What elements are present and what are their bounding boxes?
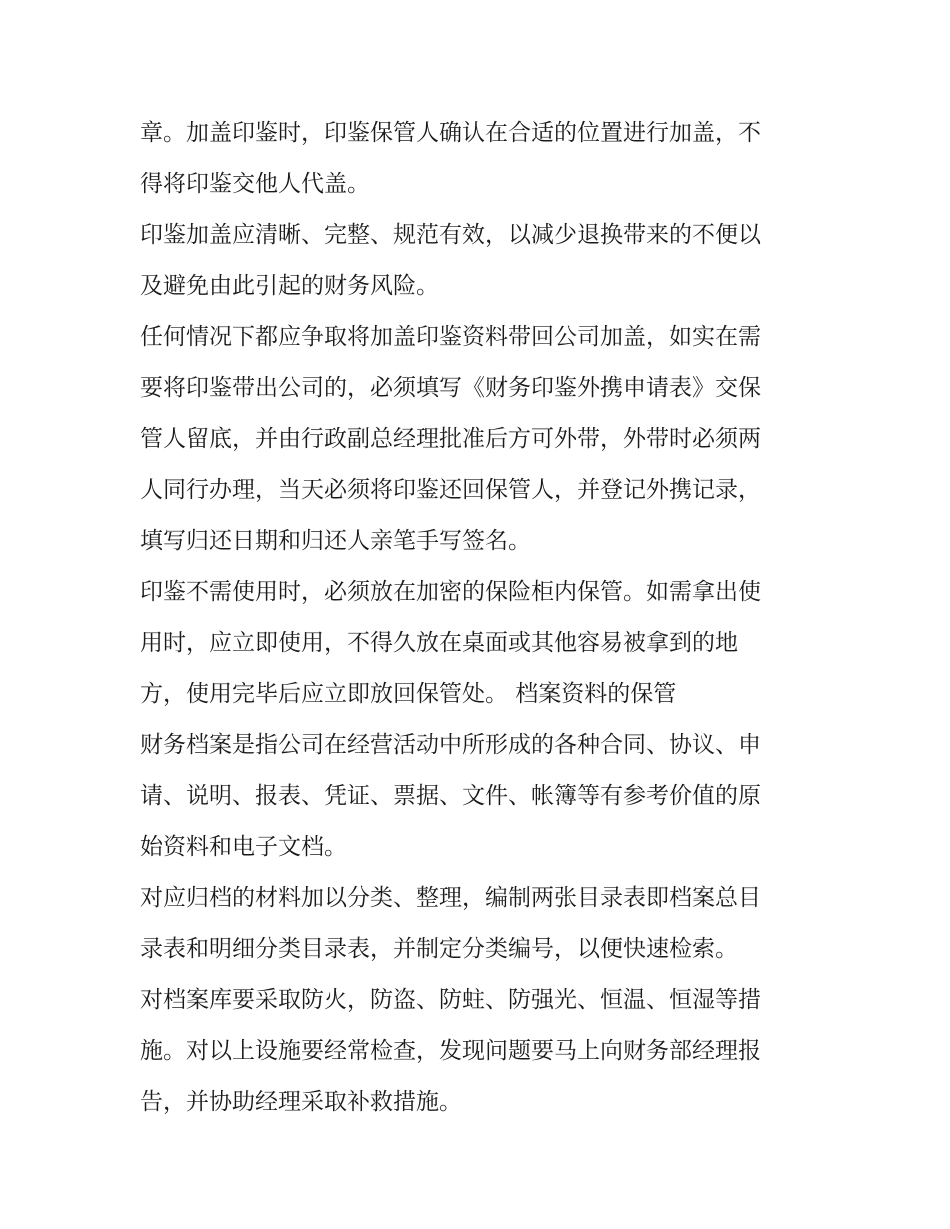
text-line: 始资料和电子文档。 (140, 834, 347, 860)
text-line: 方，使用完毕后应立即放回保管处。 档案资料的保管 (140, 681, 677, 707)
text-line: 对应归档的材料加以分类、整理，编制两张目录表即档案总目 (140, 885, 761, 911)
text-line: 得将印鉴交他人代盖。 (140, 171, 370, 197)
text-line: 管人留底，并由行政副总经理批准后方可外带，外带时必须两 (140, 426, 761, 452)
text-line: 印鉴加盖应清晰、完整、规范有效，以减少退换带来的不便以 (140, 222, 761, 248)
text-line: 录表和明细分类目录表，并制定分类编号，以便快速检索。 (140, 936, 738, 962)
text-line: 印鉴不需使用时，必须放在加密的保险柜内保管。如需拿出使 (140, 579, 761, 605)
text-line: 要将印鉴带出公司的，必须填写《财务印鉴外携申请表》交保 (140, 375, 761, 401)
paragraph-archive-classification (140, 873, 815, 975)
paragraph-archive-definition (140, 720, 815, 873)
paragraph-seal-clarity (140, 210, 815, 312)
text-line: 对档案库要采取防火，防盗、防蛀、防强光、恒温、恒湿等措 (140, 987, 761, 1013)
paragraph-seal-carry-out (140, 312, 815, 567)
text-line: 告，并协助经理采取补救措施。 (140, 1089, 462, 1115)
text-line: 用时，应立即使用，不得久放在桌面或其他容易被拿到的地 (140, 630, 738, 656)
text-line: 任何情况下都应争取将加盖印鉴资料带回公司加盖，如实在需 (140, 324, 761, 350)
text-line: 填写归还日期和归还人亲笔手写签名。 (140, 528, 531, 554)
text-line: 财务档案是指公司在经营活动中所形成的各种合同、协议、申 (140, 732, 761, 758)
document-body (140, 108, 815, 1128)
paragraph-archive-protection (140, 975, 815, 1128)
text-line: 及避免由此引起的财务风险。 (140, 273, 439, 299)
paragraph-seal-stamping (140, 108, 815, 210)
text-line: 章。加盖印鉴时，印鉴保管人确认在合适的位置进行加盖，不 (140, 120, 761, 146)
text-line: 请、说明、报表、凭证、票据、文件、帐簿等有参考价值的原 (140, 783, 761, 809)
paragraph-seal-storage (140, 567, 815, 720)
text-line: 施。对以上设施要经常检查，发现问题要马上向财务部经理报 (140, 1038, 761, 1064)
text-line: 人同行办理，当天必须将印鉴还回保管人，并登记外携记录， (140, 477, 761, 503)
